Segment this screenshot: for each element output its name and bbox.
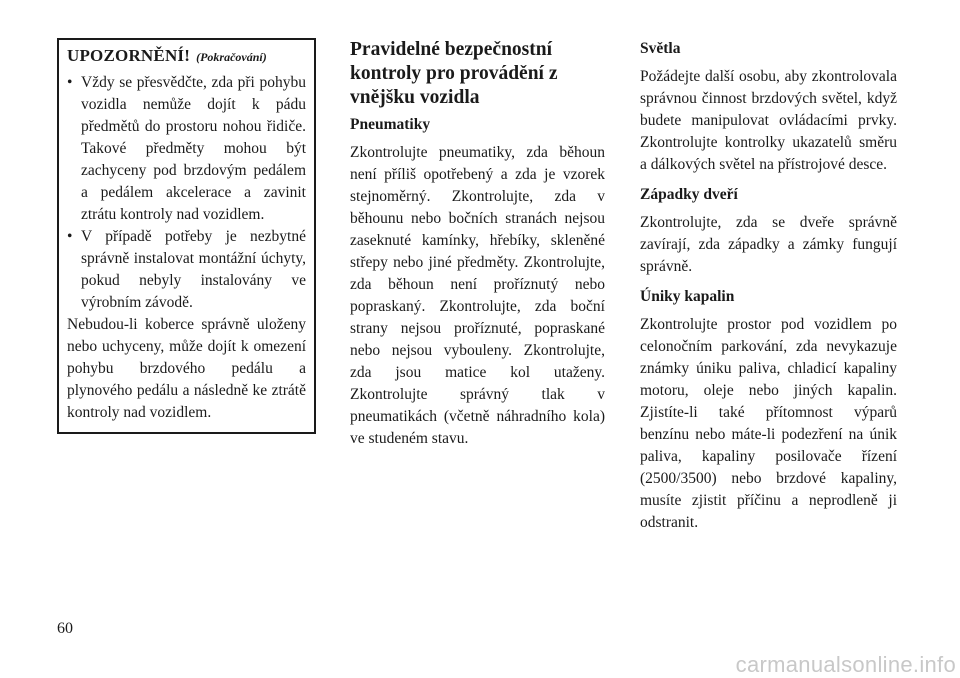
fluid-leaks-heading: Úniky kapalin <box>640 288 735 305</box>
section-title: Pravidelné bezpečnostní kontroly pro provádění z vnějšku vozidla <box>350 39 558 108</box>
warning-bullet-text: V případě potřeby je nezbytné správně instalovat montážní úchyty, pokud nebyly instalovány ve výrobním závodě. <box>81 228 306 311</box>
watermark: carmanualsonline.info <box>735 652 956 677</box>
warning-bullet <box>67 72 306 226</box>
fluid-leaks-text: Zkontrolujte prostor pod vozidlem po celonočním parkování, zda nevykazuje známky úniku paliva, chladicí kapaliny motoru, oleje nebo jiných kapalin. Zjistíte-li také přítomnost výparů benzínu nebo máte-li podezření na únik paliva, kapaliny posilovače řízení (2500/3500) nebo brzdové kapaliny, musíte zjistit příčinu a neprodleně ji odstranit. <box>640 316 897 531</box>
door-latches-text: Zkontrolujte, zda se dveře správně zavírají, zda západky a zámky fungují správně. <box>640 214 897 275</box>
warning-header <box>67 46 306 66</box>
bullet-dot-icon: • <box>67 74 73 91</box>
lights-text: Požádejte další osobu, aby zkontrolovala správnou činnost brzdových světel, když budete manipulovat ovládacími prvky. Zkontrolujte kontrolky ukazatelů směru a dálkových světel na přístrojové desce. <box>640 68 897 173</box>
warning-bullet <box>67 226 306 314</box>
page-number: 60 <box>57 620 73 637</box>
warning-box <box>57 38 316 434</box>
middle-column <box>350 38 605 458</box>
warning-bullet-text: Vždy se přesvědčte, zda při pohybu vozidla nemůže dojít k pádu předmětů do prostoru nohou řidiče. Takové předměty mohou být zachyceny pod brzdovým pedálem a pedálem akcelerace a zavinit ztrátu kontroly nad vozidlem. <box>81 74 306 223</box>
lights-heading: Světla <box>640 40 681 57</box>
warning-continued-label: (Pokračování) <box>196 50 267 64</box>
left-column <box>57 38 316 434</box>
warning-title: UPOZORNĚNÍ! <box>67 46 191 65</box>
bullet-dot-icon: • <box>67 228 73 245</box>
tires-heading: Pneumatiky <box>350 116 431 133</box>
right-column <box>640 38 897 542</box>
tires-text: Zkontrolujte pneumatiky, zda běhoun není příliš opotřebený a zda je vzorek stejnoměrný. Zkontrolujte, zda v běhounu nebo bočních stranách nejsou zaseknuté kamínky, hřebíky, skleněné střepy nebo jiné předměty. Zkontrolujte, zda běhoun není proříznutý nebo popraskaný. Zkontrolujte, zda boční strany nejsou proříznuté, popraskané nebo nejsou vybouleny. Zkontrolujte, zda jsou matice kol utaženy. Zkontrolujte správný tlak v pneumatikách (včetně náhradního kola) ve studeném stavu. <box>350 144 605 447</box>
warning-trailing-text: Nebudou-li koberce správně uloženy nebo uchyceny, může dojít k omezení pohybu brzdového pedálu a plynového pedálu a následně ke ztrátě kontroly nad vozidlem. <box>67 316 306 421</box>
door-latches-heading: Západky dveří <box>640 186 738 203</box>
